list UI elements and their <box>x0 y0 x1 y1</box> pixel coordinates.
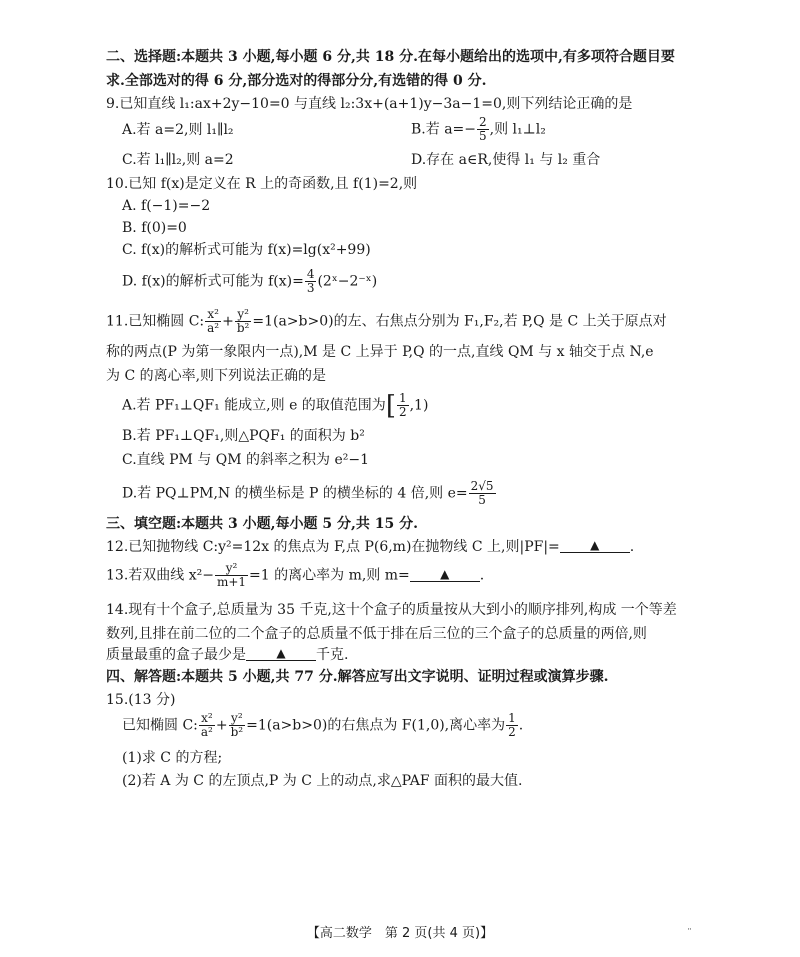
q14-line1: 14.现有十个盒子,总质量为 35 千克,这十个盒子的质量按从大到小的顺序排列,构成 一个等差 <box>106 602 677 618</box>
q12-answer-blank: ▲ <box>560 538 630 553</box>
q13-answer-blank: ▲ <box>410 567 480 582</box>
page-footer: 【高二数学 第 2 页(共 4 页)】 <box>306 926 494 941</box>
q11-line2: 称的两点(P 为第一象限内一点),M 是 C 上异于 P,Q 的一点,直线 QM 与 x 轴交于点 N,e <box>106 344 654 360</box>
section3-heading: 三、填空题:本题共 3 小题,每小题 5 分,共 15 分. <box>106 516 418 532</box>
q9-stem: 9.已知直线 l₁:ax+2y−10=0 与直线 l₂:3x+(a+1)y−3a−1=0,则下列结论正确的是 <box>106 96 633 112</box>
q10-stem: 10.已知 f(x)是定义在 R 上的奇函数,且 f(1)=2,则 <box>106 176 418 192</box>
section2-heading-line2: 求.全部选对的得 6 分,部分选对的得部分分,有选错的得 0 分. <box>106 73 487 89</box>
q9-option-d: D.存在 a∈R,使得 l₁ 与 l₂ 重合 <box>411 152 601 168</box>
q15-title: 15.(13 分) <box>106 692 176 708</box>
corner-mark: ¨ <box>687 928 692 939</box>
q9-option-c: C.若 l₁∥l₂,则 a=2 <box>122 152 234 168</box>
q10-option-c: C. f(x)的解析式可能为 f(x)=lg(x²+99) <box>122 242 371 258</box>
q11-stem: 11.已知椭圆 C: $\frac{\text{x²}}{\text{a²}}$ + $\frac{\text{y²}}{\text{b²}}$ =1(a>b>0)的左、右焦点分别为 F₁,F₂,若 P,Q 是 C 上关于原点对 <box>106 307 667 335</box>
q14-line3: 质量最重的盒子最少是 ▲ 千克. <box>106 646 349 663</box>
q9-option-b: B.若 a=− $\frac{2}{5}$ ,则 l₁⊥l₂ <box>411 115 546 143</box>
q11-option-a: A.若 PF₁⊥QF₁ 能成立,则 e 的取值范围为[ $\frac{1}{2}$ ,1) <box>122 390 429 421</box>
q10-option-a: A. f(−1)=−2 <box>122 198 211 214</box>
section4-heading: 四、解答题:本题共 5 小题,共 77 分.解答应写出文字说明、证明过程或演算步骤. <box>106 669 609 685</box>
section2-heading-line1: 二、选择题:本题共 3 小题,每小题 6 分,共 18 分.在每小题给出的选项中,有多项符合题目要 <box>106 49 675 65</box>
q9-option-a: A.若 a=2,则 l₁∥l₂ <box>122 122 234 138</box>
q11-option-c: C.直线 PM 与 QM 的斜率之积为 e²−1 <box>122 452 370 468</box>
q14-answer-blank: ▲ <box>246 646 316 661</box>
q15-stem: 已知椭圆 C: $\frac{\text{x²}}{\text{a²}}$ + $\frac{\text{y²}}{\text{b²}}$ =1(a>b>0)的右焦点为 F(1,0),离心率为 $\frac{1}{2}$ . <box>122 711 524 739</box>
q15-part2: (2)若 A 为 C 的左顶点,P 为 C 上的动点,求△PAF 面积的最大值. <box>122 773 523 789</box>
q11-line3: 为 C 的离心率,则下列说法正确的是 <box>106 368 327 384</box>
q10-option-b: B. f(0)=0 <box>122 220 187 236</box>
q10-option-d: D. f(x)的解析式可能为 f(x)= $\frac{4}{3}$ (2ˣ−2⁻ˣ) <box>122 267 378 295</box>
q11-option-d: D.若 PQ⊥PM,N 的横坐标是 P 的横坐标的 4 倍,则 e= $\frac{2√5}{5}$ <box>122 479 494 507</box>
q15-part1: (1)求 C 的方程; <box>122 750 223 766</box>
q11-option-b: B.若 PF₁⊥QF₁,则△PQF₁ 的面积为 b² <box>122 428 365 444</box>
q14-line2: 数列,且排在前二位的二个盒子的总质量不低于排在后三位的三个盒子的总质量的两倍,则 <box>106 626 647 642</box>
q12-text: 12.已知抛物线 C:y²=12x 的焦点为 F,点 P(6,m)在抛物线 C 上,则|PF|= ▲ . <box>106 538 635 555</box>
q13-text: 13.若双曲线 x²− $\frac{\text{y²}}{m+1}$ =1 的离心率为 m,则 m= ▲ . <box>106 561 485 589</box>
